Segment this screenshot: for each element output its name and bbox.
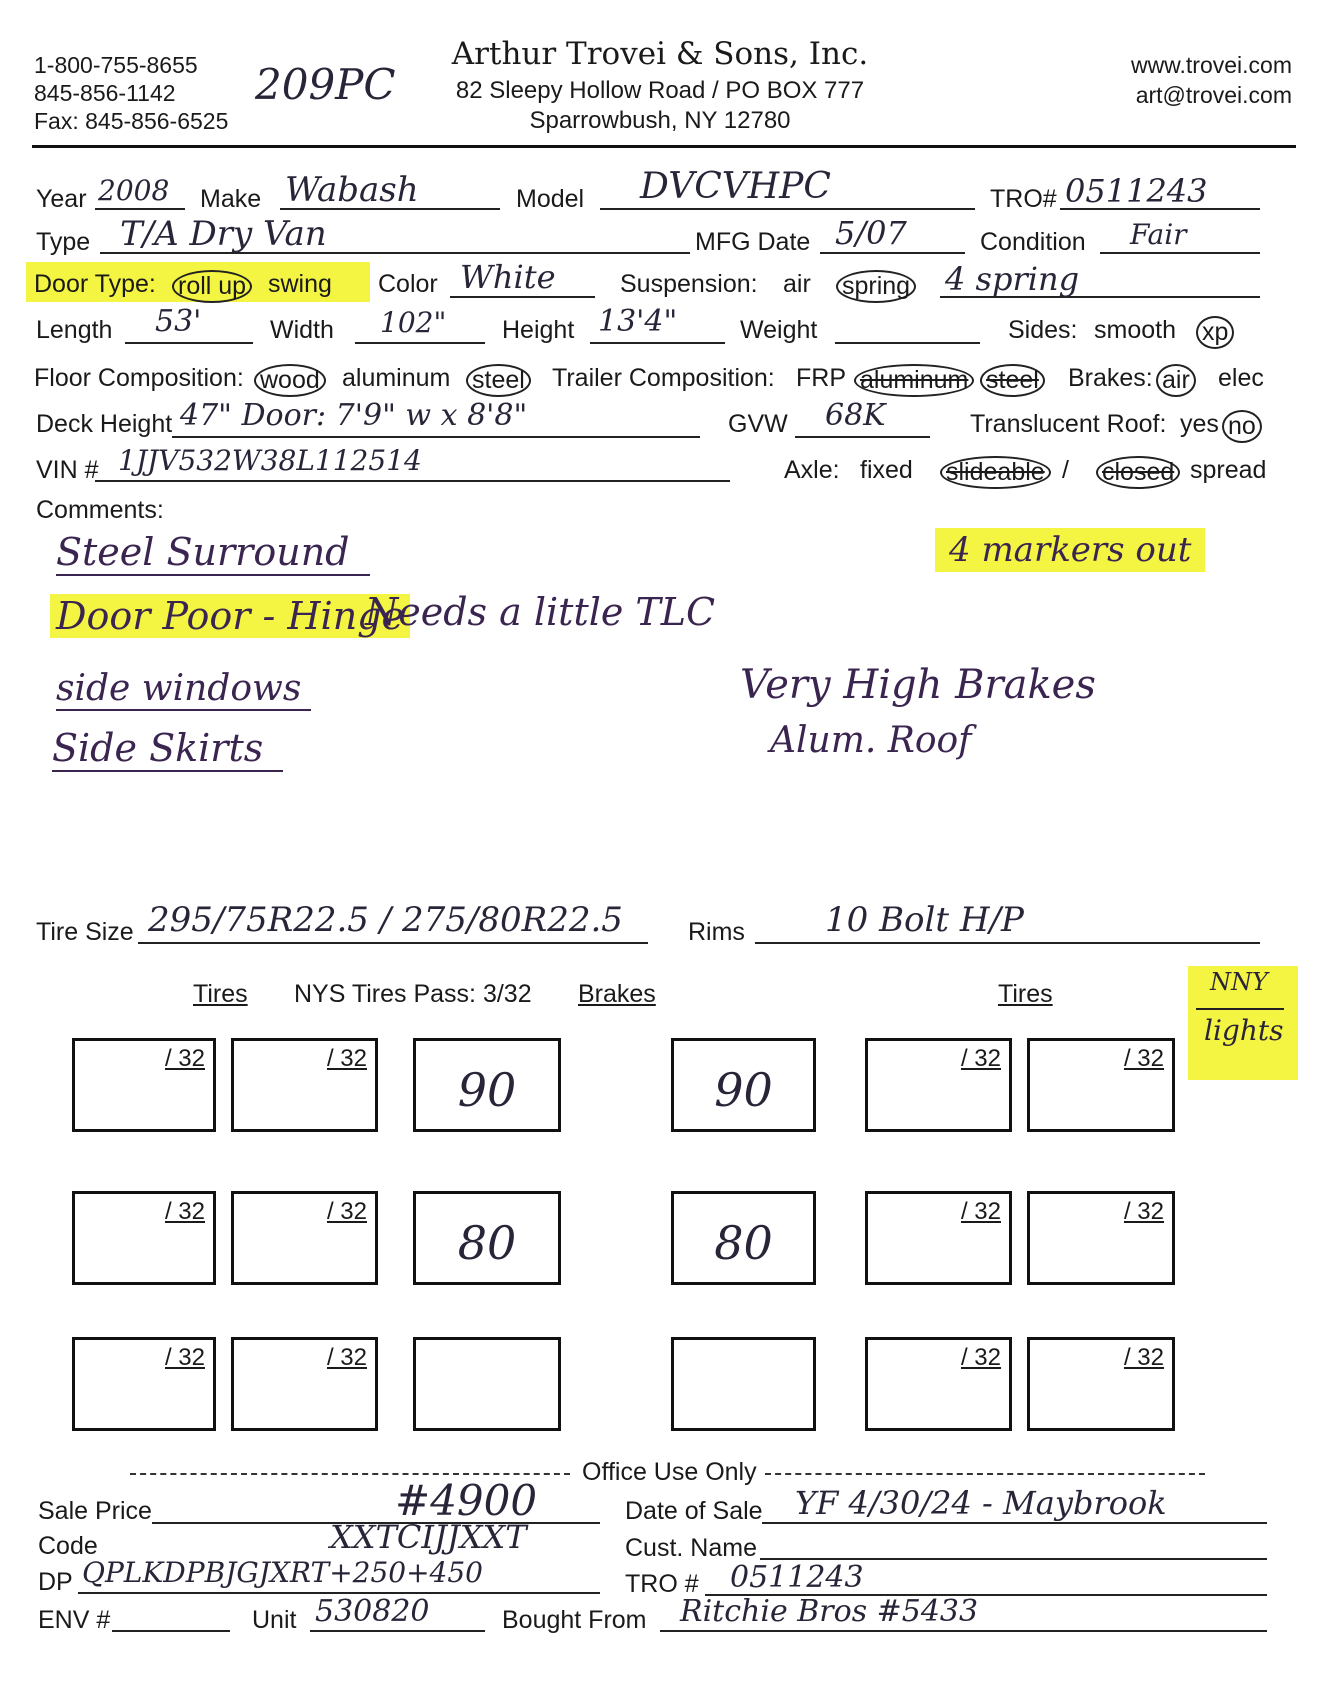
height-value: 13'4" — [598, 304, 678, 339]
date-of-sale-value: YF 4/30/24 - Maybrook — [795, 1484, 1167, 1522]
dp-value: QPLKDPBJGJXRT+250+450 — [82, 1556, 483, 1589]
dp-label: DP — [38, 1568, 73, 1596]
website: www.trovei.com — [1130, 52, 1292, 78]
tro-value: 0511243 — [1065, 172, 1208, 210]
brake-box[interactable] — [671, 1337, 816, 1431]
office-divider-right — [765, 1473, 1205, 1475]
comment-steel-surround: Steel Surround — [56, 530, 370, 576]
condition-label: Condition — [980, 228, 1086, 256]
vin-label: VIN # — [36, 456, 99, 484]
brakes-elec: elec — [1218, 364, 1264, 392]
width-value: 102" — [380, 306, 447, 339]
tire-box[interactable]: / 32 — [865, 1191, 1012, 1285]
trailer-composition-label: Trailer Composition: — [552, 364, 775, 392]
tro-2-value: 0511243 — [730, 1560, 864, 1595]
type-label: Type — [36, 228, 91, 256]
vin-value: 1JJV532W38L112514 — [118, 444, 422, 477]
tire-box[interactable]: / 32 — [865, 1038, 1012, 1132]
gvw-value: 68K — [825, 398, 886, 433]
comment-very-high-brakes: Very High Brakes — [740, 662, 1096, 708]
comment-markers-out: 4 markers out — [935, 528, 1205, 572]
comment-door-poor: Door Poor - Hinge — [50, 594, 410, 638]
brake-value: 90 — [714, 1063, 773, 1117]
brake-box[interactable] — [413, 1191, 561, 1285]
weight-label: Weight — [740, 316, 818, 344]
type-value: T/A Dry Van — [120, 214, 327, 254]
model-value: DVCVHPC — [640, 166, 831, 207]
translucent-no: no — [1222, 410, 1262, 443]
phone-1: 1-800-755-8655 — [34, 52, 198, 78]
lights-note: lights — [1204, 1014, 1284, 1047]
axle-spread: spread — [1190, 456, 1267, 484]
trailer-aluminum: aluminum — [854, 364, 974, 397]
cust-name-label: Cust. Name — [625, 1534, 757, 1562]
brake-value: 80 — [457, 1216, 517, 1270]
year-label: Year — [36, 185, 87, 213]
make-value: Wabash — [285, 170, 419, 210]
trailer-frp: FRP — [796, 364, 846, 392]
header-divider — [32, 145, 1296, 148]
make-label: Make — [200, 185, 262, 213]
tire-box[interactable]: / 32 — [865, 1337, 1012, 1431]
tro-label: TRO# — [990, 185, 1057, 213]
tire-box[interactable]: / 32 — [1027, 1337, 1175, 1431]
suspension-air: air — [783, 270, 811, 298]
comment-side-windows: side windows — [56, 668, 311, 711]
brake-value: 90 — [457, 1063, 517, 1117]
comment-alum-roof: Alum. Roof — [770, 720, 972, 761]
bought-from-label: Bought From — [502, 1606, 647, 1634]
axle-label: Axle: — [784, 456, 840, 484]
code-label: Code — [38, 1532, 98, 1560]
brake-box[interactable] — [671, 1191, 816, 1285]
brake-box[interactable] — [671, 1038, 816, 1132]
color-value: White — [460, 258, 556, 296]
axle-closed: closed — [1096, 456, 1180, 489]
trailer-steel: steel — [980, 364, 1045, 397]
tire-box[interactable]: / 32 — [1027, 1038, 1175, 1132]
tires-left-header: Tires — [193, 980, 248, 1008]
fax: Fax: 845-856-6525 — [34, 108, 229, 134]
sides-label: Sides: — [1008, 316, 1078, 344]
brake-value: 80 — [714, 1216, 773, 1270]
suspension-label: Suspension: — [620, 270, 758, 298]
mfg-date-value: 5/07 — [835, 214, 907, 252]
length-value: 53' — [155, 304, 202, 339]
sale-price-label: Sale Price — [38, 1497, 152, 1525]
height-label: Height — [502, 316, 575, 344]
company-address-1: 82 Sleepy Hollow Road / PO BOX 777 — [455, 77, 865, 104]
door-type-label: Door Type: — [34, 270, 156, 298]
brakes-air: air — [1156, 364, 1196, 397]
comment-needs-tlc: Needs a little TLC — [365, 590, 716, 634]
brake-box[interactable] — [413, 1038, 561, 1132]
company-name: Arthur Trovei & Sons, Inc. — [451, 36, 869, 72]
unit-label: Unit — [252, 1606, 297, 1634]
year-value: 2008 — [98, 174, 170, 207]
translucent-yes: yes — [1180, 410, 1219, 438]
unit-value: 530820 — [315, 1594, 430, 1629]
axle-slideable: slideable — [940, 456, 1051, 489]
door-roll-up: roll up — [172, 270, 252, 303]
mfg-date-label: MFG Date — [695, 228, 811, 256]
floor-composition-label: Floor Composition: — [34, 364, 244, 392]
tire-box[interactable]: / 32 — [231, 1337, 378, 1431]
office-use-label: Office Use Only — [582, 1458, 757, 1486]
code-value: XXTCIJJXXT — [330, 1518, 527, 1556]
nys-tires-pass: NYS Tires Pass: 3/32 — [294, 980, 532, 1008]
width-label: Width — [270, 316, 334, 344]
comments-label: Comments: — [36, 496, 164, 524]
tire-box[interactable]: / 32 — [231, 1038, 378, 1132]
floor-wood: wood — [254, 364, 326, 397]
tire-box[interactable]: / 32 — [231, 1191, 378, 1285]
gvw-label: GVW — [728, 410, 788, 438]
brake-box[interactable] — [413, 1337, 561, 1431]
tire-box[interactable]: / 32 — [72, 1038, 216, 1132]
stock-number: 209PC — [255, 60, 396, 109]
nny-note: NNY — [1210, 968, 1268, 996]
suspension-note: 4 spring — [945, 260, 1080, 298]
bought-from-value: Ritchie Bros #5433 — [680, 1594, 979, 1629]
tire-box[interactable]: / 32 — [72, 1337, 216, 1431]
env-label: ENV # — [38, 1606, 111, 1634]
company-address-2: Sparrowbush, NY 12780 — [529, 107, 791, 134]
suspension-spring: spring — [836, 270, 916, 303]
deck-height-value: 47" Door: 7'9" w x 8'8" — [180, 398, 528, 433]
brakes-label: Brakes: — [1068, 364, 1153, 392]
phone-2: 845-856-1142 — [34, 80, 176, 106]
office-divider-left — [130, 1473, 570, 1475]
tire-box[interactable]: / 32 — [72, 1191, 216, 1285]
length-label: Length — [36, 316, 113, 344]
tire-size-value: 295/75R22.5 / 275/80R22.5 — [148, 900, 623, 940]
condition-value: Fair — [1130, 218, 1187, 251]
email: art@trovei.com — [1135, 82, 1292, 108]
tire-size-label: Tire Size — [36, 918, 134, 946]
door-swing: swing — [268, 270, 332, 298]
floor-steel: steel — [466, 364, 531, 397]
sides-xp: xp — [1196, 316, 1234, 349]
floor-aluminum: aluminum — [342, 364, 451, 392]
rims-value: 10 Bolt H/P — [825, 900, 1024, 940]
tires-right-header: Tires — [998, 980, 1053, 1008]
axle-fixed: fixed — [860, 456, 913, 484]
color-label: Color — [378, 270, 438, 298]
sides-smooth: smooth — [1094, 316, 1176, 344]
comment-side-skirts: Side Skirts — [52, 726, 283, 772]
translucent-roof-label: Translucent Roof: — [970, 410, 1167, 438]
tire-box[interactable]: / 32 — [1027, 1191, 1175, 1285]
date-of-sale-label: Date of Sale — [625, 1497, 763, 1525]
deck-height-label: Deck Height — [36, 410, 173, 438]
axle-slash: / — [1062, 456, 1069, 484]
model-label: Model — [516, 185, 585, 213]
rims-label: Rims — [688, 918, 745, 946]
tro-2-label: TRO # — [625, 1570, 699, 1598]
brakes-column-header: Brakes — [578, 980, 656, 1008]
sale-price-value: #4900 — [395, 1476, 538, 1525]
